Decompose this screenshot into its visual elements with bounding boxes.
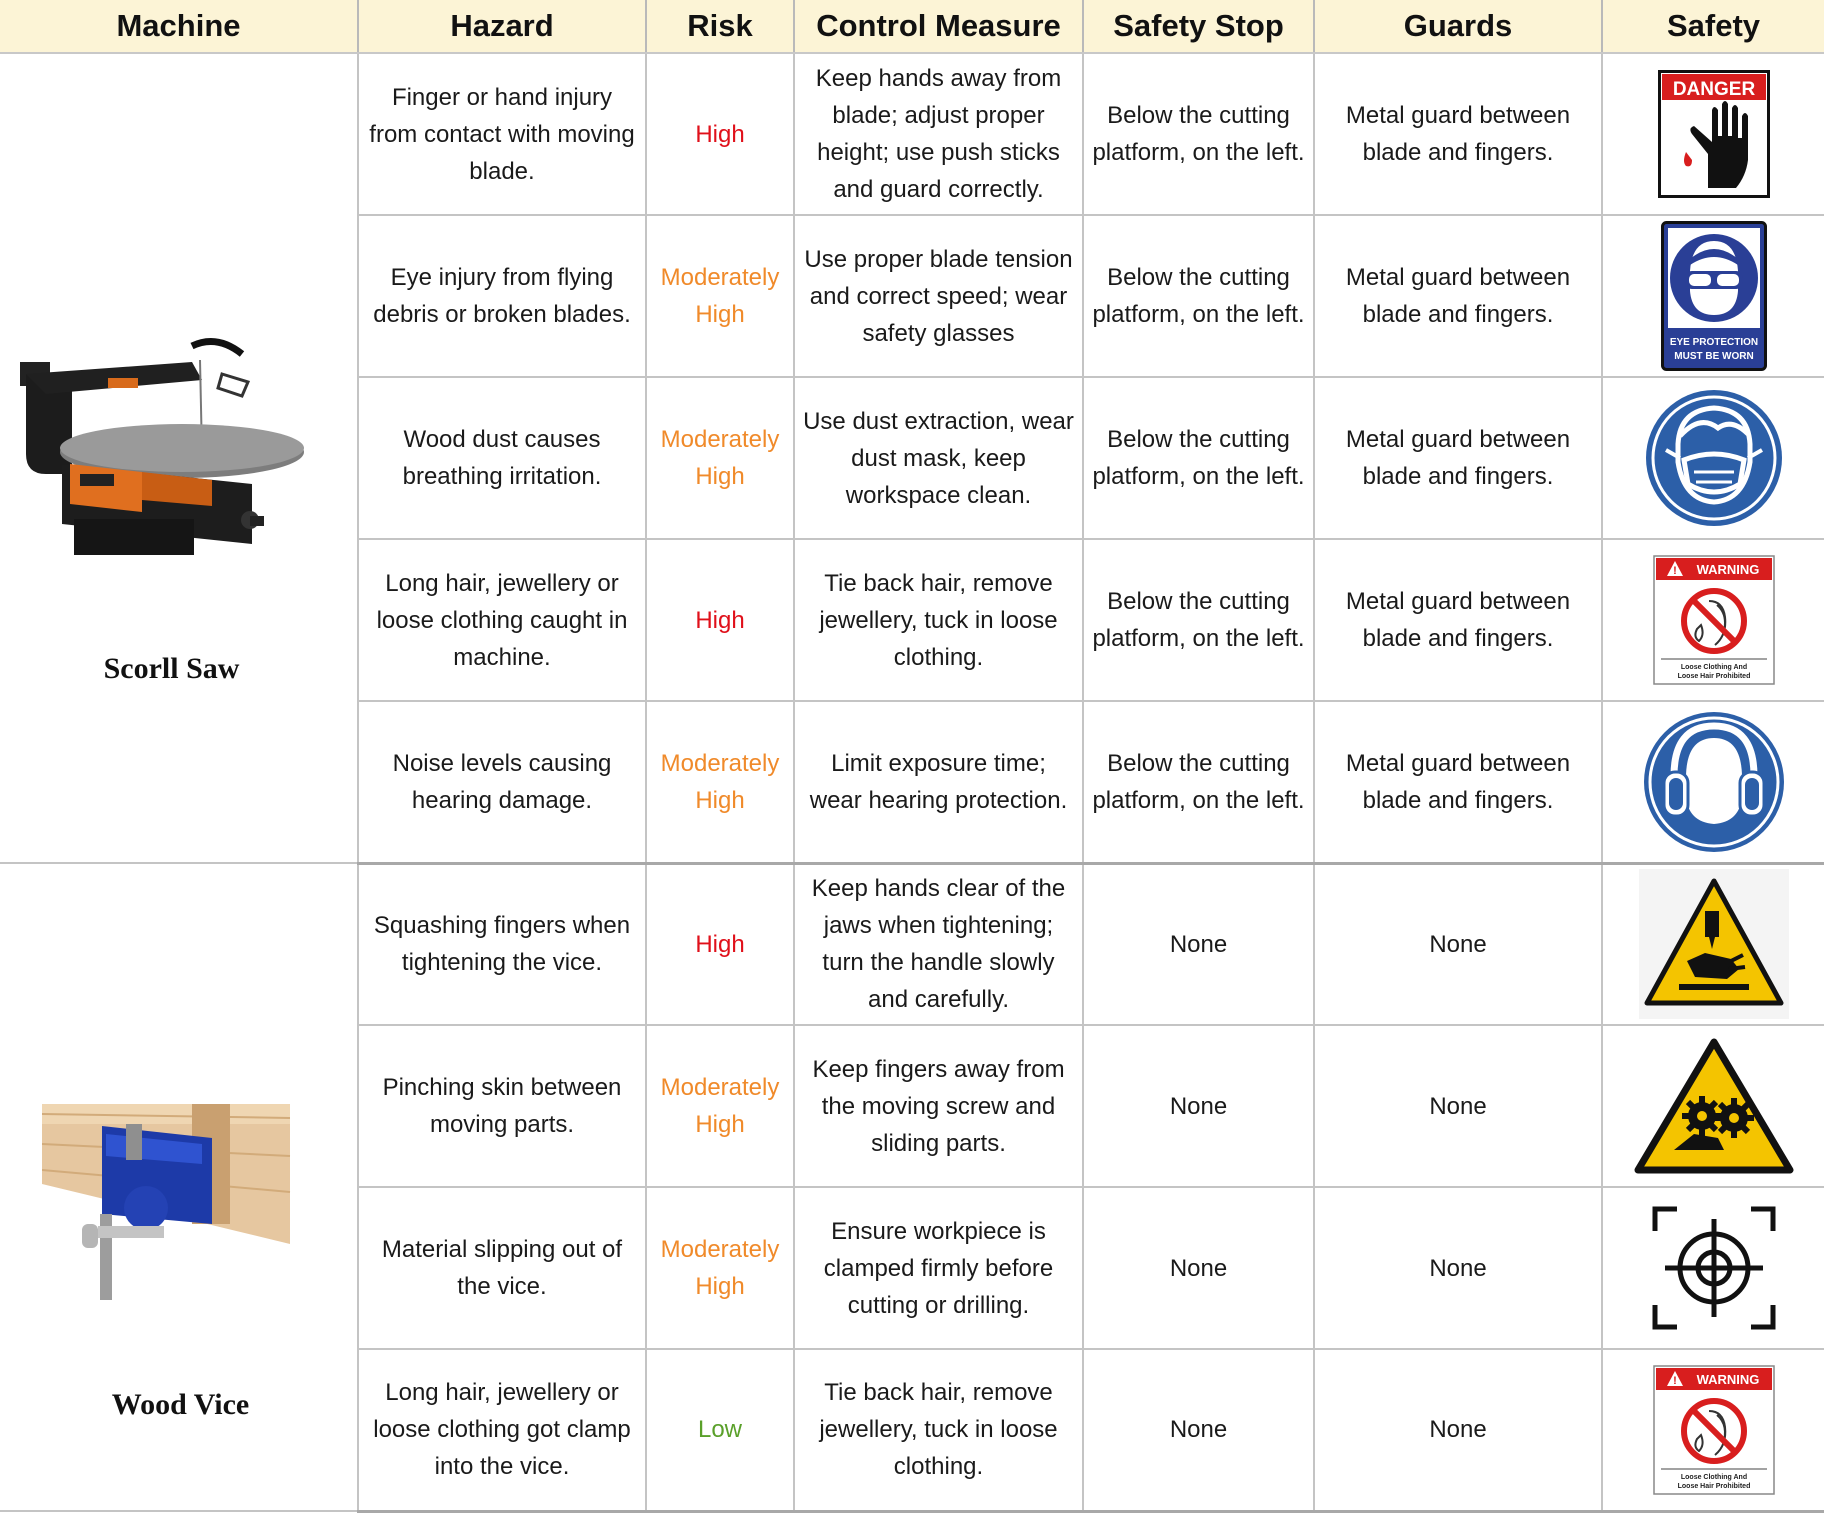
control-measure-cell: Use dust extraction, wear dust mask, keep workspace clean. [794, 377, 1083, 539]
dust-mask-sign [1603, 388, 1824, 528]
header-risk: Risk [646, 0, 794, 53]
safety-sign-cell [1602, 1025, 1824, 1187]
risk-level: High [646, 863, 794, 1025]
sign-text-3: Loose Hair Prohibited [1677, 673, 1750, 680]
safety-sign-cell [1602, 1187, 1824, 1349]
control-measure-cell: Keep fingers away from the moving screw and sliding parts. [794, 1025, 1083, 1187]
sign-text: WARNING [1696, 562, 1759, 577]
sign-text-2: MUST BE WORN [1673, 351, 1754, 362]
header-row [0, 0, 1824, 53]
guards-cell: None [1314, 1349, 1602, 1511]
risk-level: Moderately High [646, 215, 794, 377]
control-measure-cell: Keep hands clear of the jaws when tightening; turn the handle slowly and carefully. [794, 863, 1083, 1025]
risk-level: Moderately High [646, 701, 794, 863]
table-row [0, 53, 1824, 215]
sign-text-2: Loose Clothing And [1680, 1473, 1747, 1481]
table-body [0, 53, 1824, 1511]
table-row [0, 863, 1824, 1025]
loose-clothing-warning-sign [1603, 1365, 1824, 1495]
safety-stop-cell: None [1083, 1187, 1314, 1349]
header-machine: Machine [0, 0, 358, 53]
header-safety: Safety [1602, 0, 1824, 53]
sign-text-3: Loose Hair Prohibited [1677, 1482, 1750, 1490]
safety-stop-cell: Below the cutting platform, on the left. [1083, 377, 1314, 539]
guards-cell: Metal guard between blade and fingers. [1314, 377, 1602, 539]
risk-level: Moderately High [646, 1187, 794, 1349]
hazard-cell: Finger or hand injury from contact with moving blade. [358, 53, 646, 215]
hearing-protection-sign [1603, 710, 1824, 854]
sign-text: DANGER [1672, 79, 1755, 100]
sign-text: EYE PROTECTION [1669, 337, 1758, 348]
safety-sign-cell [1602, 53, 1824, 215]
hazard-cell: Squashing fingers when tightening the vice. [358, 863, 646, 1025]
safety-sign-cell [1602, 215, 1824, 377]
header-hazard: Hazard [358, 0, 646, 53]
risk-level: Moderately High [646, 1025, 794, 1187]
loose-clothing-warning-sign [1603, 555, 1824, 685]
guards-cell: Metal guard between blade and fingers. [1314, 539, 1602, 701]
risk-level: Moderately High [646, 377, 794, 539]
safety-stop-cell: Below the cutting platform, on the left. [1083, 701, 1314, 863]
safety-stop-cell: Below the cutting platform, on the left. [1083, 539, 1314, 701]
sign-text: WARNING [1696, 1371, 1759, 1387]
machine-cell [0, 53, 358, 863]
control-measure-cell: Tie back hair, remove jewellery, tuck in loose clothing. [794, 1349, 1083, 1511]
control-measure-cell: Use proper blade tension and correct speed; wear safety glasses [794, 215, 1083, 377]
scroll-saw-image [12, 334, 312, 585]
safety-stop-cell: None [1083, 863, 1314, 1025]
hazard-cell: Eye injury from flying debris or broken blades. [358, 215, 646, 377]
safety-sign-cell [1602, 863, 1824, 1025]
svg-text:!: ! [1672, 565, 1677, 577]
target-crosshair-icon [1603, 1205, 1824, 1331]
hazard-cell: Long hair, jewellery or loose clothing got clamp into the vice. [358, 1349, 646, 1511]
sign-text-2: Loose Clothing And [1680, 664, 1747, 671]
control-measure-cell: Keep hands away from blade; adjust proper height; use push sticks and guard correctly. [794, 53, 1083, 215]
header-control-measure: Control Measure [794, 0, 1083, 53]
hazard-cell: Noise levels causing hearing damage. [358, 701, 646, 863]
danger-hand-sign [1603, 70, 1824, 198]
entanglement-gears-sign [1603, 1036, 1824, 1176]
guards-cell: None [1314, 1187, 1602, 1349]
crush-hazard-sign [1603, 869, 1824, 1019]
safety-sign-cell [1602, 539, 1824, 701]
risk-level: High [646, 539, 794, 701]
safety-stop-cell: None [1083, 1349, 1314, 1511]
guards-cell: Metal guard between blade and fingers. [1314, 701, 1602, 863]
risk-level: Low [646, 1349, 794, 1511]
header-safety-stop: Safety Stop [1083, 0, 1314, 53]
guards-cell: Metal guard between blade and fingers. [1314, 53, 1602, 215]
machine-cell [0, 863, 358, 1511]
hazard-cell: Pinching skin between moving parts. [358, 1025, 646, 1187]
guards-cell: None [1314, 863, 1602, 1025]
svg-text:!: ! [1672, 1374, 1677, 1387]
safety-sign-cell [1602, 377, 1824, 539]
guards-cell: None [1314, 1025, 1602, 1187]
risk-level: High [646, 53, 794, 215]
control-measure-cell: Tie back hair, remove jewellery, tuck in loose clothing. [794, 539, 1083, 701]
machine-name: Wood Vice [111, 1388, 250, 1421]
hazard-cell: Material slipping out of the vice. [358, 1187, 646, 1349]
safety-stop-cell: Below the cutting platform, on the left. [1083, 215, 1314, 377]
eye-protection-sign [1603, 221, 1824, 371]
wood-vice-image [42, 1104, 292, 1320]
hazard-cell: Wood dust causes breathing irritation. [358, 377, 646, 539]
machine-name: Scorll Saw [103, 652, 240, 685]
safety-sign-cell [1602, 701, 1824, 863]
safety-stop-cell: Below the cutting platform, on the left. [1083, 53, 1314, 215]
safety-stop-cell: None [1083, 1025, 1314, 1187]
hazard-cell: Long hair, jewellery or loose clothing caught in machine. [358, 539, 646, 701]
header-guards: Guards [1314, 0, 1602, 53]
control-measure-cell: Ensure workpiece is clamped firmly before cutting or drilling. [794, 1187, 1083, 1349]
control-measure-cell: Limit exposure time; wear hearing protection. [794, 701, 1083, 863]
safety-sign-cell [1602, 1349, 1824, 1511]
guards-cell: Metal guard between blade and fingers. [1314, 215, 1602, 377]
